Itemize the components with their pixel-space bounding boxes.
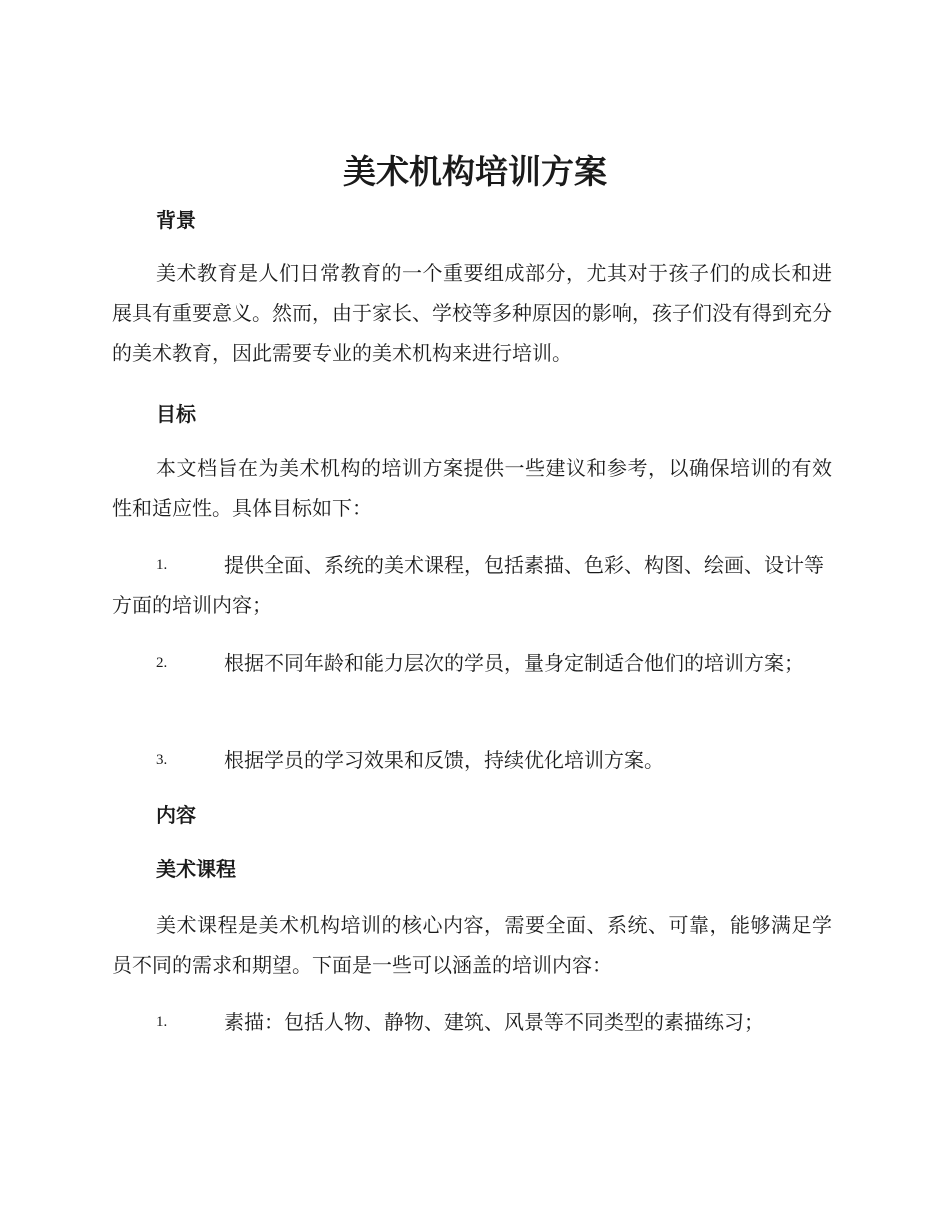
subheading-art-courses: 美术课程 bbox=[156, 857, 236, 881]
heading-background: 背景 bbox=[156, 208, 196, 232]
list-number: 1. bbox=[156, 557, 168, 573]
heading-content: 内容 bbox=[156, 803, 196, 827]
list-number: 2. bbox=[156, 655, 168, 671]
list-item-goal-1 bbox=[112, 545, 832, 625]
list-number: 3. bbox=[156, 752, 168, 768]
list-item-content-1 bbox=[112, 1002, 832, 1042]
heading-goal: 目标 bbox=[156, 402, 196, 426]
paragraph-goal: 本文档旨在为美术机构的培训方案提供一些建议和参考，以确保培训的有效性和适应性。具体目标如下： bbox=[112, 456, 832, 520]
paragraph-content: 美术课程是美术机构培训的核心内容，需要全面、系统、可靠，能够满足学员不同的需求和期望。下面是一些可以涵盖的培训内容： bbox=[112, 913, 832, 977]
list-text: 根据学员的学习效果和反馈，持续优化培训方案。 bbox=[224, 748, 664, 772]
list-item-goal-2 bbox=[112, 643, 832, 683]
list-text: 素描：包括人物、静物、建筑、风景等不同类型的素描练习； bbox=[224, 1010, 764, 1034]
list-number: 1. bbox=[156, 1014, 168, 1030]
paragraph-background: 美术教育是人们日常教育的一个重要组成部分，尤其对于孩子们的成长和进展具有重要意义。然而，由于家长、学校等多种原因的影响，孩子们没有得到充分的美术教育，因此需要专业的美术机构来进行培训。 bbox=[112, 261, 832, 365]
list-text: 根据不同年龄和能力层次的学员，量身定制适合他们的培训方案； bbox=[224, 651, 804, 675]
list-text: 提供全面、系统的美术课程，包括素描、色彩、构图、绘画、设计等方面的培训内容； bbox=[112, 553, 824, 617]
document-title: 美术机构培训方案 bbox=[343, 152, 607, 191]
list-item-goal-3 bbox=[112, 740, 832, 780]
